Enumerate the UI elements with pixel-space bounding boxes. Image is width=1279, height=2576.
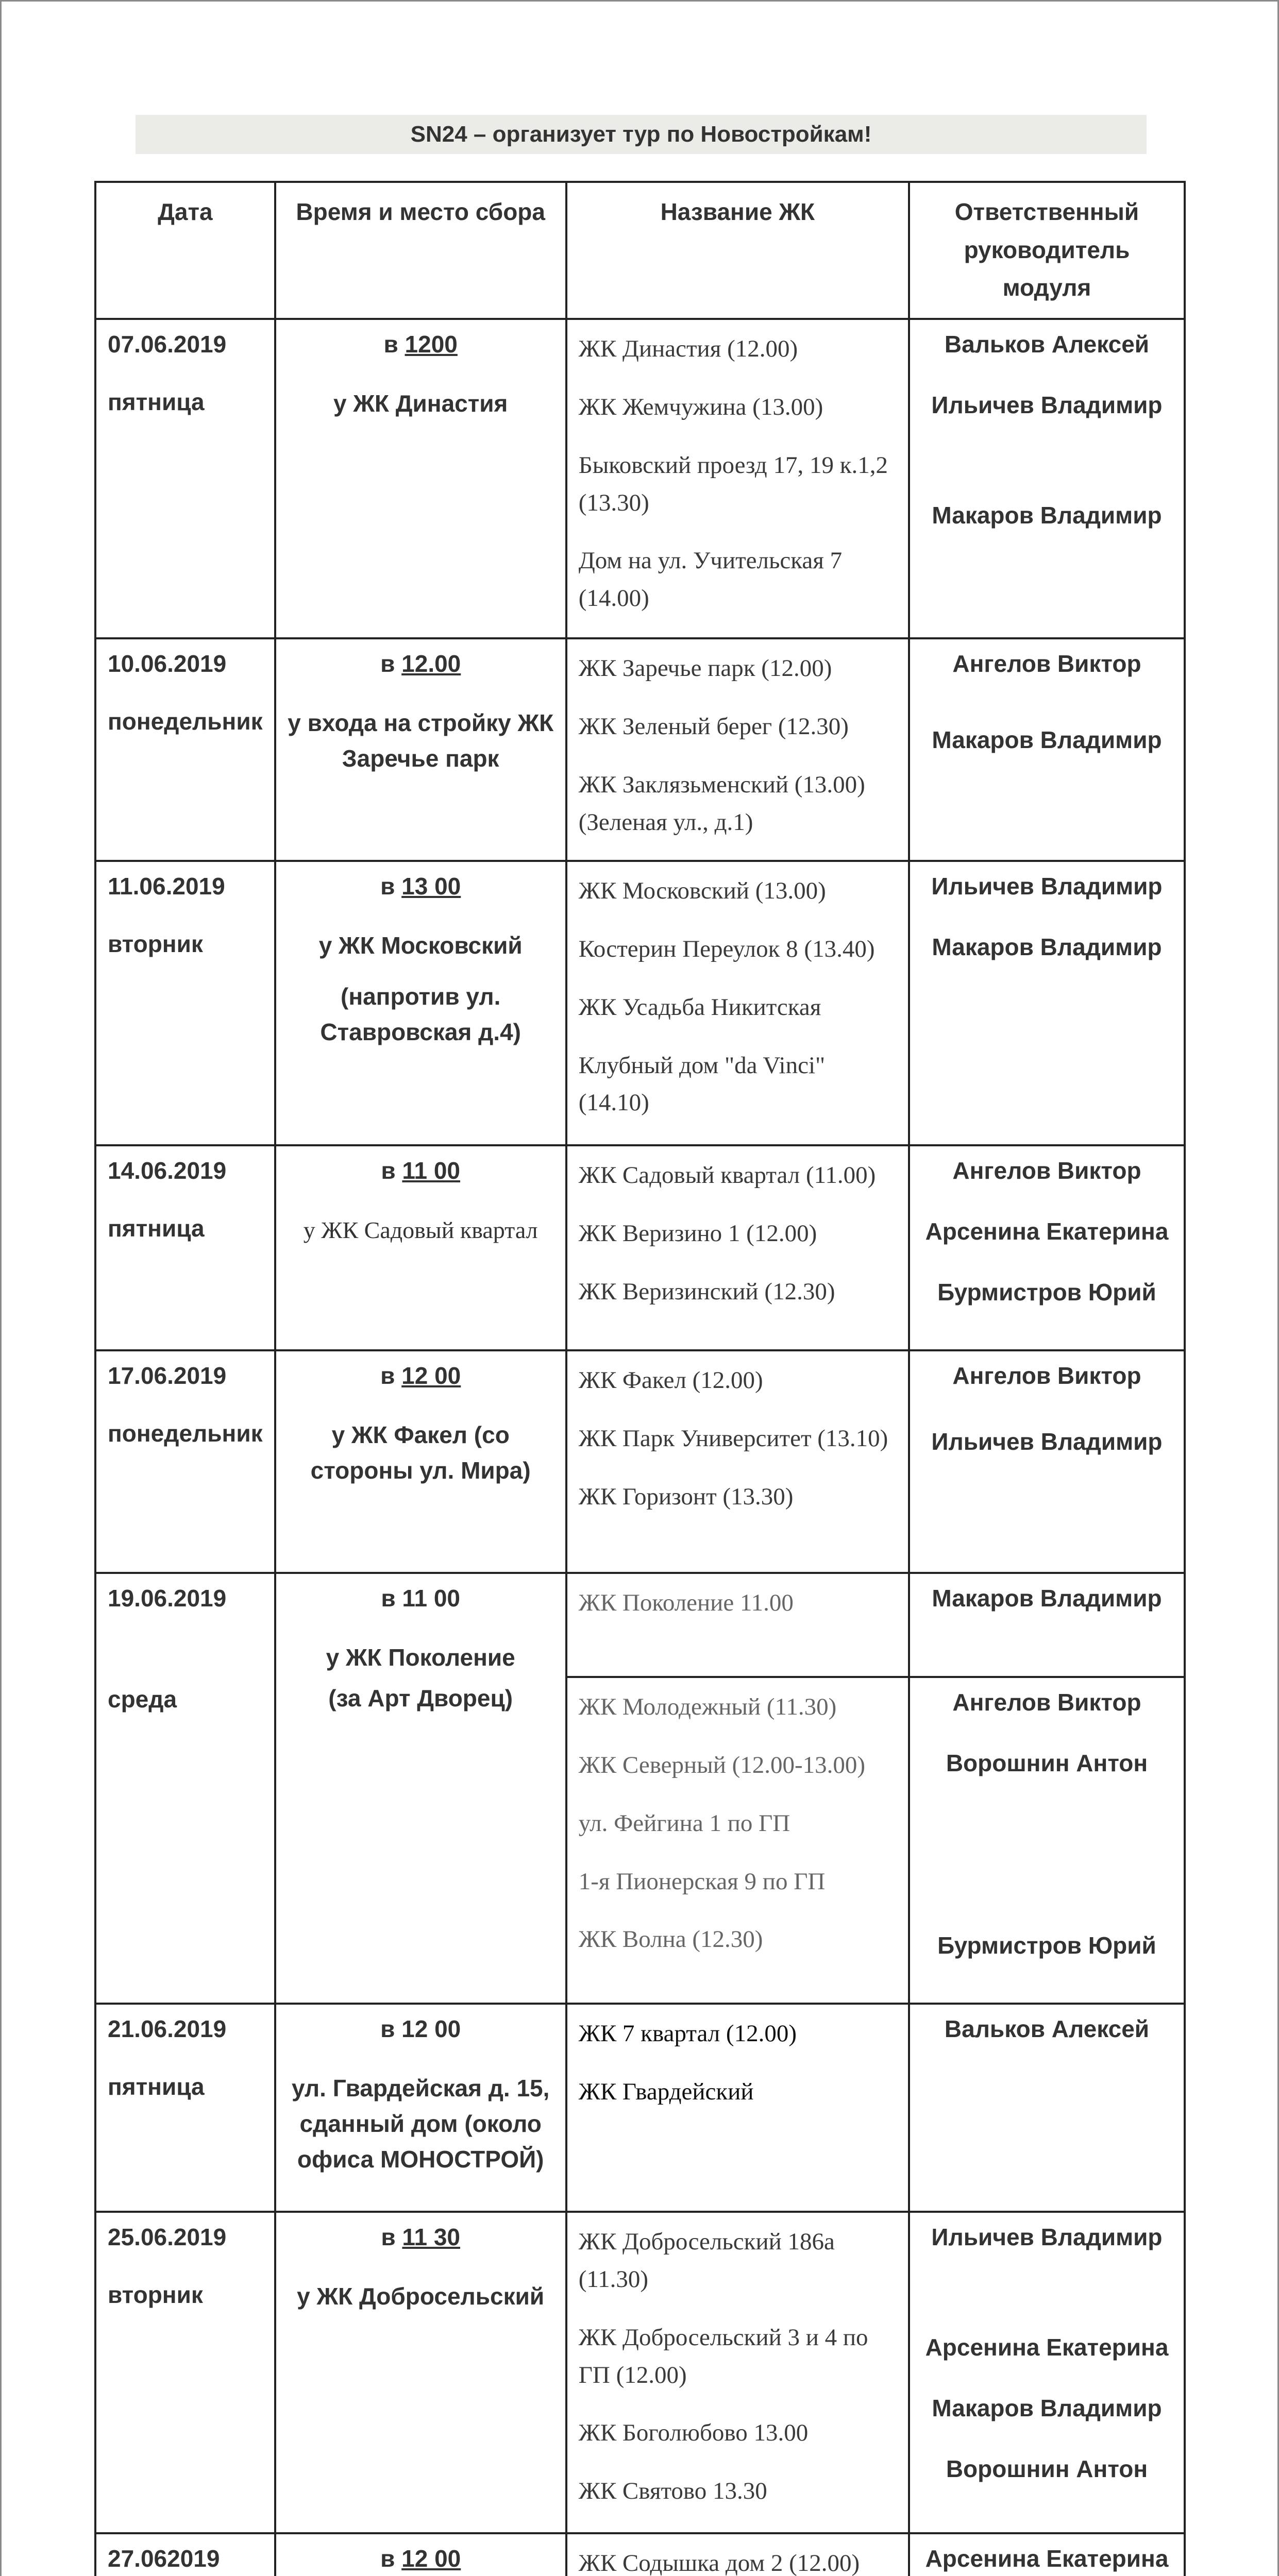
list-item: ЖК Династия (12.00) (578, 335, 798, 362)
list-item: ЖК Святово 13.30 (578, 2478, 767, 2505)
table-row (95, 861, 1185, 1145)
managers-cell (909, 1677, 1185, 2004)
list-item: ЖК Жемчужина (13.00) (578, 393, 823, 420)
place-cell (275, 2004, 566, 2212)
list-item: Клубный дом "da Vinci" (14.10) (578, 1052, 826, 1116)
meeting-time: в 13 00 (380, 873, 461, 900)
meeting-time: в 1200 (383, 331, 458, 358)
list-item: Быковский проезд 17, 19 к.1,2 (13.30) (578, 451, 888, 516)
weekday: пятница (108, 2073, 205, 2100)
date: 10.06.2019 (108, 650, 227, 677)
manager-name: Ангелов Виктор (952, 650, 1141, 677)
place-cell (275, 638, 566, 861)
date: 25.06.2019 (108, 2224, 227, 2250)
meeting-place-note: (напротив ул. Ставровская д.4) (320, 983, 521, 1045)
column-header-date: Дата (95, 182, 275, 319)
objects-cell (566, 2004, 909, 2212)
table-row (95, 1350, 1185, 1573)
date: 11.06.2019 (108, 873, 225, 900)
date-cell (95, 638, 275, 861)
list-item: Дом на ул. Учительская 7 (14.00) (578, 547, 843, 612)
list-item: ЖК Веризино 1 (12.00) (578, 1219, 817, 1247)
date-cell (95, 1145, 275, 1350)
date-cell (95, 2212, 275, 2533)
objects-cell (566, 861, 909, 1145)
date-cell (95, 2004, 275, 2212)
list-item: ЖК Гвардейский (578, 2078, 754, 2105)
date-cell (95, 2533, 275, 2576)
meeting-place: ул. Гвардейская д. 15, сданный дом (около офиса МОНОСТРОЙ) (291, 2075, 550, 2173)
meeting-place: у ЖК Факел (со стороны ул. Мира) (310, 1421, 531, 1484)
manager-name: Вальков Алексей (944, 331, 1150, 358)
objects-cell (566, 2212, 909, 2533)
table-row (95, 319, 1185, 638)
objects-cell (566, 1573, 909, 1677)
column-header-responsible: Ответственный руководитель модуля (909, 182, 1185, 319)
table-row (95, 2004, 1185, 2212)
document-title-banner: SN24 – организует тур по Новостройкам! (136, 115, 1147, 154)
date-cell (95, 1573, 275, 2004)
list-item: ЖК Факел (12.00) (578, 1367, 763, 1394)
objects-cell (566, 638, 909, 861)
place-cell (275, 1573, 566, 2004)
objects-cell (566, 2533, 909, 2576)
place-cell (275, 1145, 566, 1350)
table-row (95, 2533, 1185, 2576)
manager-name: Ильичев Владимир (931, 1428, 1163, 1455)
managers-cell (909, 2533, 1185, 2576)
date-cell (95, 861, 275, 1145)
meeting-time: в 11 00 (381, 1157, 460, 1184)
list-item: ЖК Поколение 11.00 (578, 1589, 794, 1616)
managers-cell (909, 2212, 1185, 2533)
column-header-name: Название ЖК (566, 182, 909, 319)
meeting-time: в 11 00 (381, 1585, 460, 1612)
header-row (95, 182, 1185, 319)
manager-name: Ангелов Виктор (952, 1157, 1141, 1184)
list-item: Костерин Переулок 8 (13.40) (578, 935, 875, 962)
list-item: ЖК Добросельский 186а (11.30) (578, 2228, 835, 2293)
list-item: ЖК Веризинский (12.30) (578, 1278, 835, 1305)
manager-name: Арсенина Екатерина (925, 2334, 1169, 2361)
objects-cell (566, 319, 909, 638)
list-item: ЖК Содышка дом 2 (12.00) (578, 2550, 860, 2576)
weekday: пятница (108, 1215, 205, 1242)
date: 14.06.2019 (108, 1157, 227, 1184)
meeting-place: у ЖК Добросельский (297, 2283, 545, 2310)
schedule-table (94, 181, 1186, 2576)
date: 17.06.2019 (108, 1362, 227, 1389)
meeting-place: у ЖК Поколение (326, 1644, 515, 1671)
table-row (95, 638, 1185, 861)
meeting-time: в 12.00 (380, 650, 461, 677)
list-item: ЖК Усадьба Никитская (578, 993, 821, 1021)
meeting-place: у ЖК Династия (333, 390, 508, 417)
meeting-time: в 12 00 (380, 2545, 461, 2572)
objects-cell (566, 1145, 909, 1350)
date-cell (95, 1350, 275, 1573)
table-row (95, 1145, 1185, 1350)
date-cell (95, 319, 275, 638)
manager-name: Арсенина Екатерина (925, 1218, 1169, 1245)
manager-name: Ильичев Владимир (931, 392, 1163, 418)
list-item: ЖК Заклязьменский (13.00) (Зеленая ул., д.1) (578, 771, 865, 836)
managers-cell (909, 1573, 1185, 1677)
manager-name: Макаров Владимир (932, 726, 1162, 753)
manager-name: Макаров Владимир (932, 1585, 1162, 1612)
manager-name: Вальков Алексей (944, 2015, 1150, 2042)
meeting-place: у ЖК Садовый квартал (303, 1217, 538, 1243)
manager-name: Ангелов Виктор (952, 1362, 1141, 1389)
list-item: ЖК Боголюбово 13.00 (578, 2419, 809, 2447)
place-cell (275, 2533, 566, 2576)
manager-name: Бурмистров Юрий (937, 1932, 1156, 1959)
column-header-place: Время и место сбора (275, 182, 566, 319)
weekday: пятница (108, 388, 205, 415)
manager-name: Ворошнин Антон (946, 1750, 1148, 1776)
weekday: понедельник (108, 1420, 263, 1447)
list-item: ЖК Горизонт (13.30) (578, 1483, 794, 1510)
date: 21.06.2019 (108, 2015, 227, 2042)
list-item: ЖК Молодежный (11.30) (578, 1693, 837, 1720)
meeting-time: в 12 00 (380, 1362, 461, 1389)
weekday: среда (108, 1686, 177, 1713)
meeting-place-note: (за Арт Дворец) (328, 1685, 513, 1711)
table-row (95, 2212, 1185, 2533)
manager-name: Ильичев Владимир (931, 873, 1163, 900)
weekday: понедельник (108, 708, 263, 735)
weekday: вторник (108, 2281, 203, 2308)
list-item: ЖК Парк Университет (13.10) (578, 1425, 888, 1452)
list-item: ЖК Добросельский 3 и 4 по ГП (12.00) (578, 2324, 868, 2388)
place-cell (275, 2212, 566, 2533)
list-item: ЖК Волна (12.30) (578, 1926, 763, 1953)
managers-cell (909, 1350, 1185, 1573)
list-item: ЖК Московский (13.00) (578, 877, 826, 904)
manager-name: Ильичев Владимир (931, 2224, 1163, 2250)
list-item: ЖК Заречье парк (12.00) (578, 655, 832, 682)
list-item: ЖК Садовый квартал (11.00) (578, 1162, 876, 1189)
managers-cell (909, 861, 1185, 1145)
list-item: ул. Фейгина 1 по ГП (578, 1809, 790, 1837)
weekday: вторник (108, 930, 203, 957)
list-item: ЖК Северный (12.00-13.00) (578, 1751, 866, 1778)
manager-name: Макаров Владимир (932, 934, 1162, 960)
managers-cell (909, 638, 1185, 861)
place-cell (275, 319, 566, 638)
manager-name: Макаров Владимир (932, 502, 1162, 529)
list-item: ЖК Зеленый берег (12.30) (578, 713, 849, 740)
managers-cell (909, 319, 1185, 638)
managers-cell (909, 1145, 1185, 1350)
place-cell (275, 861, 566, 1145)
place-cell (275, 1350, 566, 1573)
manager-name: Макаров Владимир (932, 2395, 1162, 2421)
list-item: ЖК 7 квартал (12.00) (578, 2020, 797, 2047)
manager-name: Арсенина Екатерина (925, 2545, 1169, 2572)
objects-cell (566, 1677, 909, 2004)
date: 07.06.2019 (108, 331, 227, 358)
list-item: 1-я Пионерская 9 по ГП (578, 1868, 826, 1895)
meeting-time: в 12 00 (380, 2015, 461, 2042)
managers-cell (909, 2004, 1185, 2212)
date: 19.06.2019 (108, 1585, 227, 1612)
objects-cell (566, 1350, 909, 1573)
date: 27.062019 (108, 2545, 220, 2572)
meeting-place: у ЖК Московский (318, 932, 523, 959)
manager-name: Ворошнин Антон (946, 2455, 1148, 2482)
manager-name: Ангелов Виктор (952, 1689, 1141, 1716)
meeting-place: у входа на стройку ЖК Заречье парк (288, 709, 554, 772)
manager-name: Бурмистров Юрий (937, 1279, 1156, 1306)
meeting-time: в 11 30 (381, 2224, 460, 2250)
table-row (95, 1573, 1185, 1677)
